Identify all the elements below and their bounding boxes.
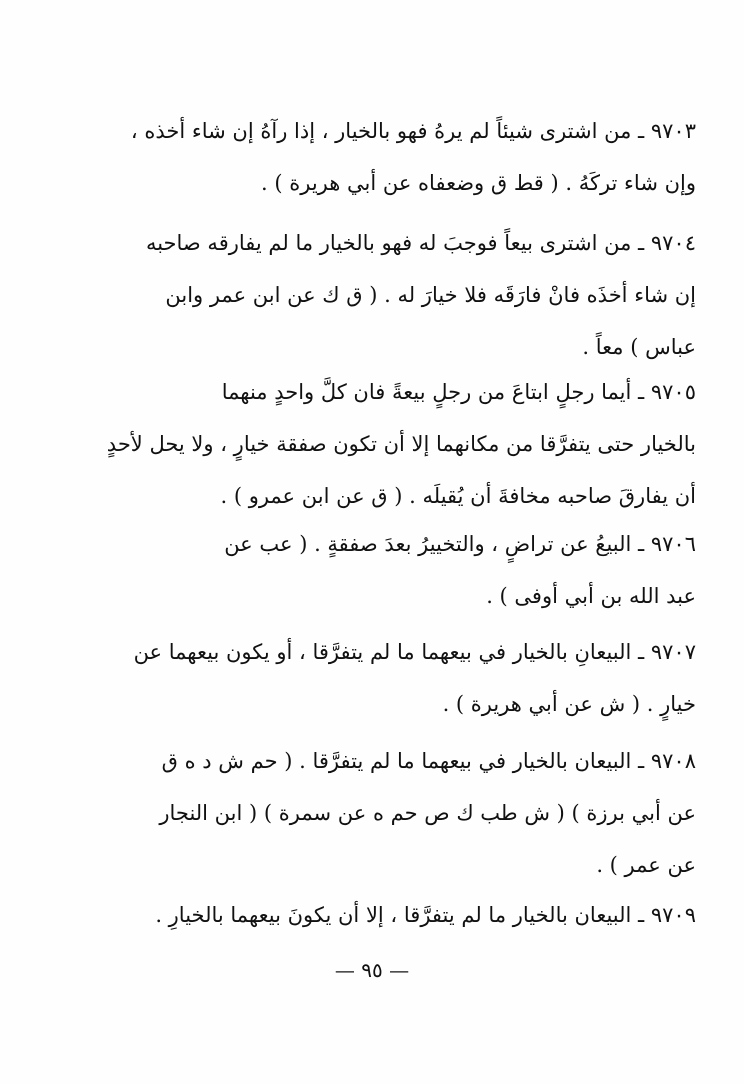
text-line: ٩٧٠٥ ـ أيما رجلٍ ابتاعَ من رجلٍ بيعةً فان كلَّ واحدٍ منهما: [221, 380, 696, 404]
text-line: ٩٧٠٧ ـ البيعانِ بالخيار في بيعهما ما لم يتفرَّقا ، أو يكون بيعهما عن: [133, 640, 696, 664]
text-line: ٩٧٠٣ ـ من اشترى شيئاً لم يرهُ فهو بالخيار ، إذا رآهُ إن شاء أخذه ،: [130, 119, 696, 143]
text-line: ٩٧٠٨ ـ البيعان بالخيار في بيعهما ما لم يتفرَّقا . ( حم ش د ه ق: [161, 749, 696, 773]
text-line: إن شاء أخذَه فانْ فارَقَه فلا خيارَ له . ( ق ك عن ابن عمر وابن: [165, 283, 696, 307]
text-line: خيارٍ . ( ش عن أبي هريرة ) .: [442, 692, 696, 716]
hadith-9706: [130, 518, 696, 622]
hadith-9704: [130, 217, 696, 373]
page-number: — ٩٥ —: [334, 958, 410, 982]
text-line: بالخيار حتى يتفرَّقا من مكانهما إلا أن تكون صفقة خيارٍ ، ولا يحل لأحدٍ: [106, 432, 696, 456]
text-line: أن يفارقَ صاحبه مخافةَ أن يُقيلَه . ( ق عن ابن عمرو ) .: [220, 484, 696, 508]
hadith-9703: [130, 105, 696, 209]
hadith-9705: [106, 366, 696, 522]
text-line: ٩٧٠٩ ـ البيعان بالخيار ما لم يتفرَّقا ، إلا أن يكونَ بيعهما بالخيارِ .: [155, 903, 696, 927]
text-line: عن عمر ) .: [596, 853, 696, 877]
text-line: عن أبي برزة ) ( ش طب ك ص حم ه عن سمرة ) ( ابن النجار: [159, 801, 696, 825]
hadith-9707: [130, 626, 696, 730]
hadith-9708: [130, 735, 696, 891]
text-line: وإن شاء تركَهُ . ( قط ق وضعفاه عن أبي هريرة ) .: [261, 171, 696, 195]
text-line: ٩٧٠٦ ـ البيعُ عن تراضٍ ، والتخييرُ بعدَ صفقةٍ . ( عب عن: [224, 532, 696, 556]
text-line: عباس ) معاً .: [582, 335, 696, 359]
hadith-9709: [130, 889, 696, 941]
text-line: عبد الله بن أبي أوفى ) .: [486, 584, 696, 608]
text-line: ٩٧٠٤ ـ من اشترى بيعاً فوجبَ له فهو بالخيار ما لم يفارقه صاحبه: [145, 231, 696, 255]
